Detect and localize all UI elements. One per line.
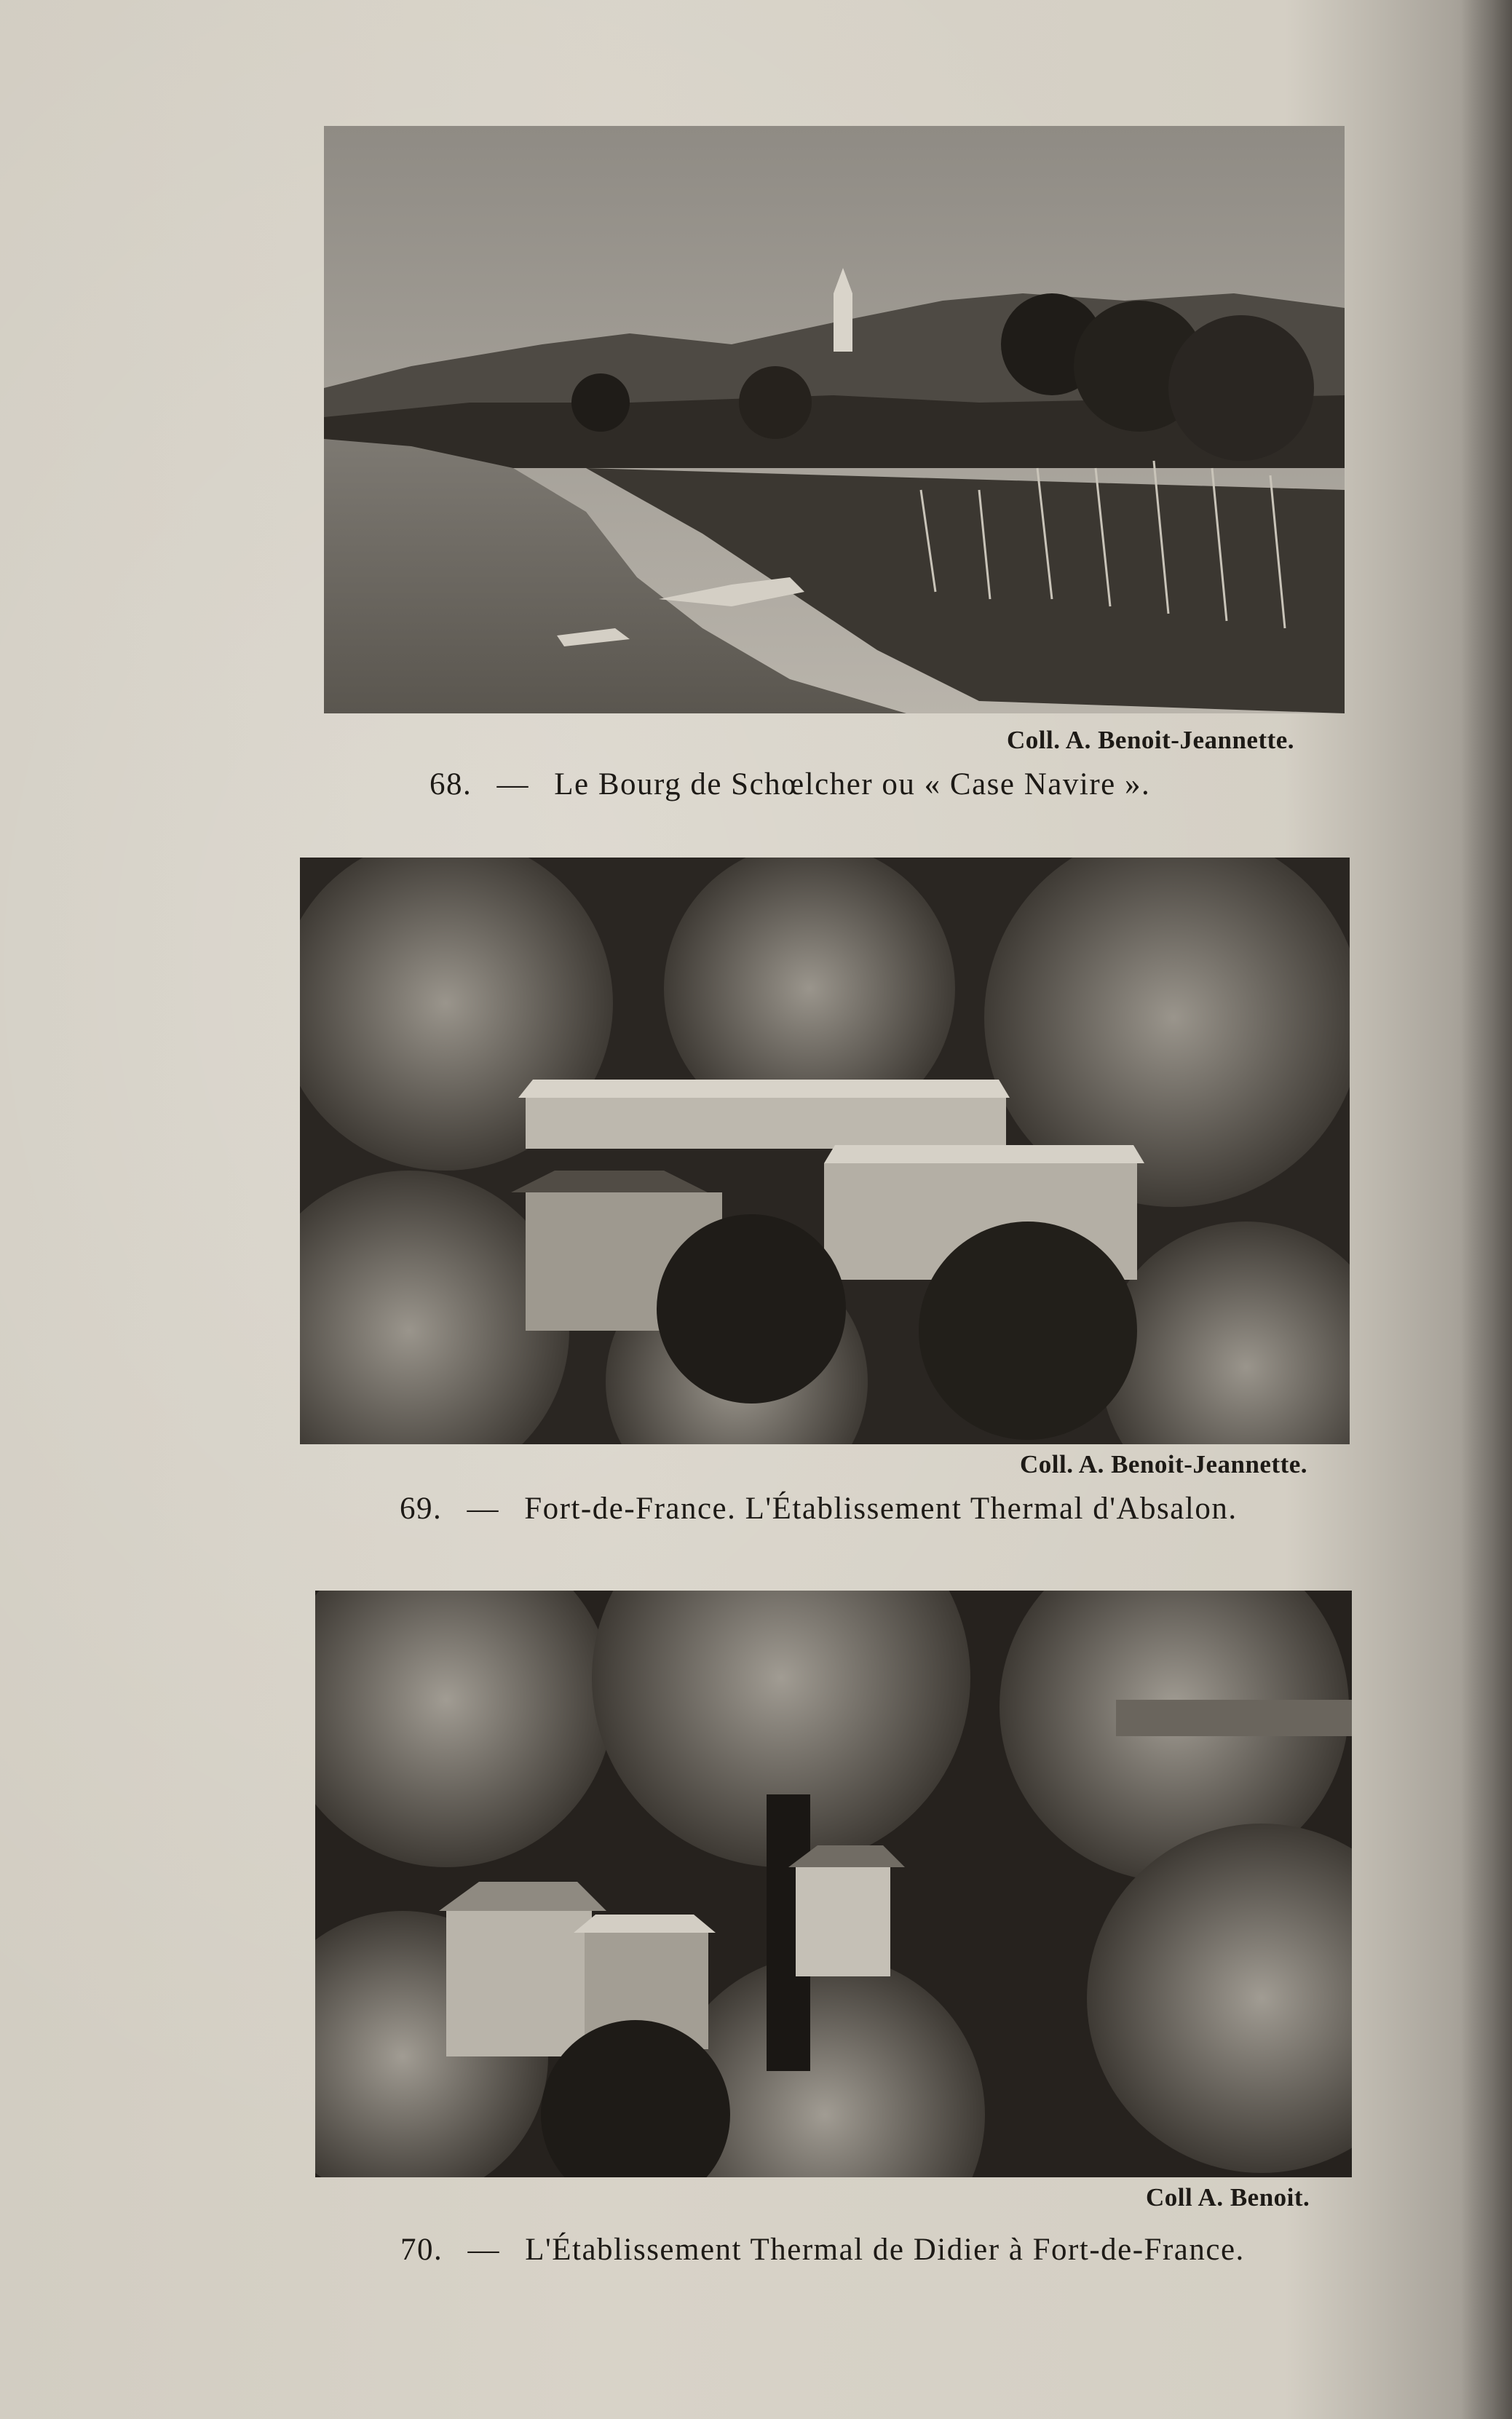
photo-69-caption — [400, 1491, 1238, 1527]
photo-68-credit: Coll. A. Benoit-Jeannette. — [1007, 726, 1295, 754]
photo-70-credit: Coll A. Benoit. — [1146, 2183, 1310, 2212]
caption-dash: — — [496, 767, 529, 801]
photo-68-number: 68. — [430, 767, 472, 801]
photo-69-absalon-thermal — [300, 858, 1350, 1444]
photo-68-schoelcher-coast — [324, 126, 1345, 713]
photo-68-title: Le Bourg de Schœlcher ou « Case Navire ». — [554, 767, 1151, 801]
photo-70-number: 70. — [400, 2233, 443, 2267]
caption-dash: — — [467, 1492, 499, 1526]
photo-70-title: L'Établissement Thermal de Didier à Fort-de-France. — [525, 2233, 1245, 2267]
photo-69-number: 69. — [400, 1492, 443, 1526]
caption-dash: — — [467, 2233, 500, 2267]
photo-69-credit: Coll. A. Benoit-Jeannette. — [1020, 1450, 1308, 1478]
book-spine-shadow — [1461, 0, 1512, 2419]
photo-69-title: Fort-de-France. L'Établissement Thermal d'Absalon. — [524, 1492, 1238, 1526]
photo-70-didier-thermal — [315, 1591, 1352, 2177]
photo-68-caption — [430, 767, 1150, 802]
photo-70-caption — [400, 2232, 1245, 2268]
